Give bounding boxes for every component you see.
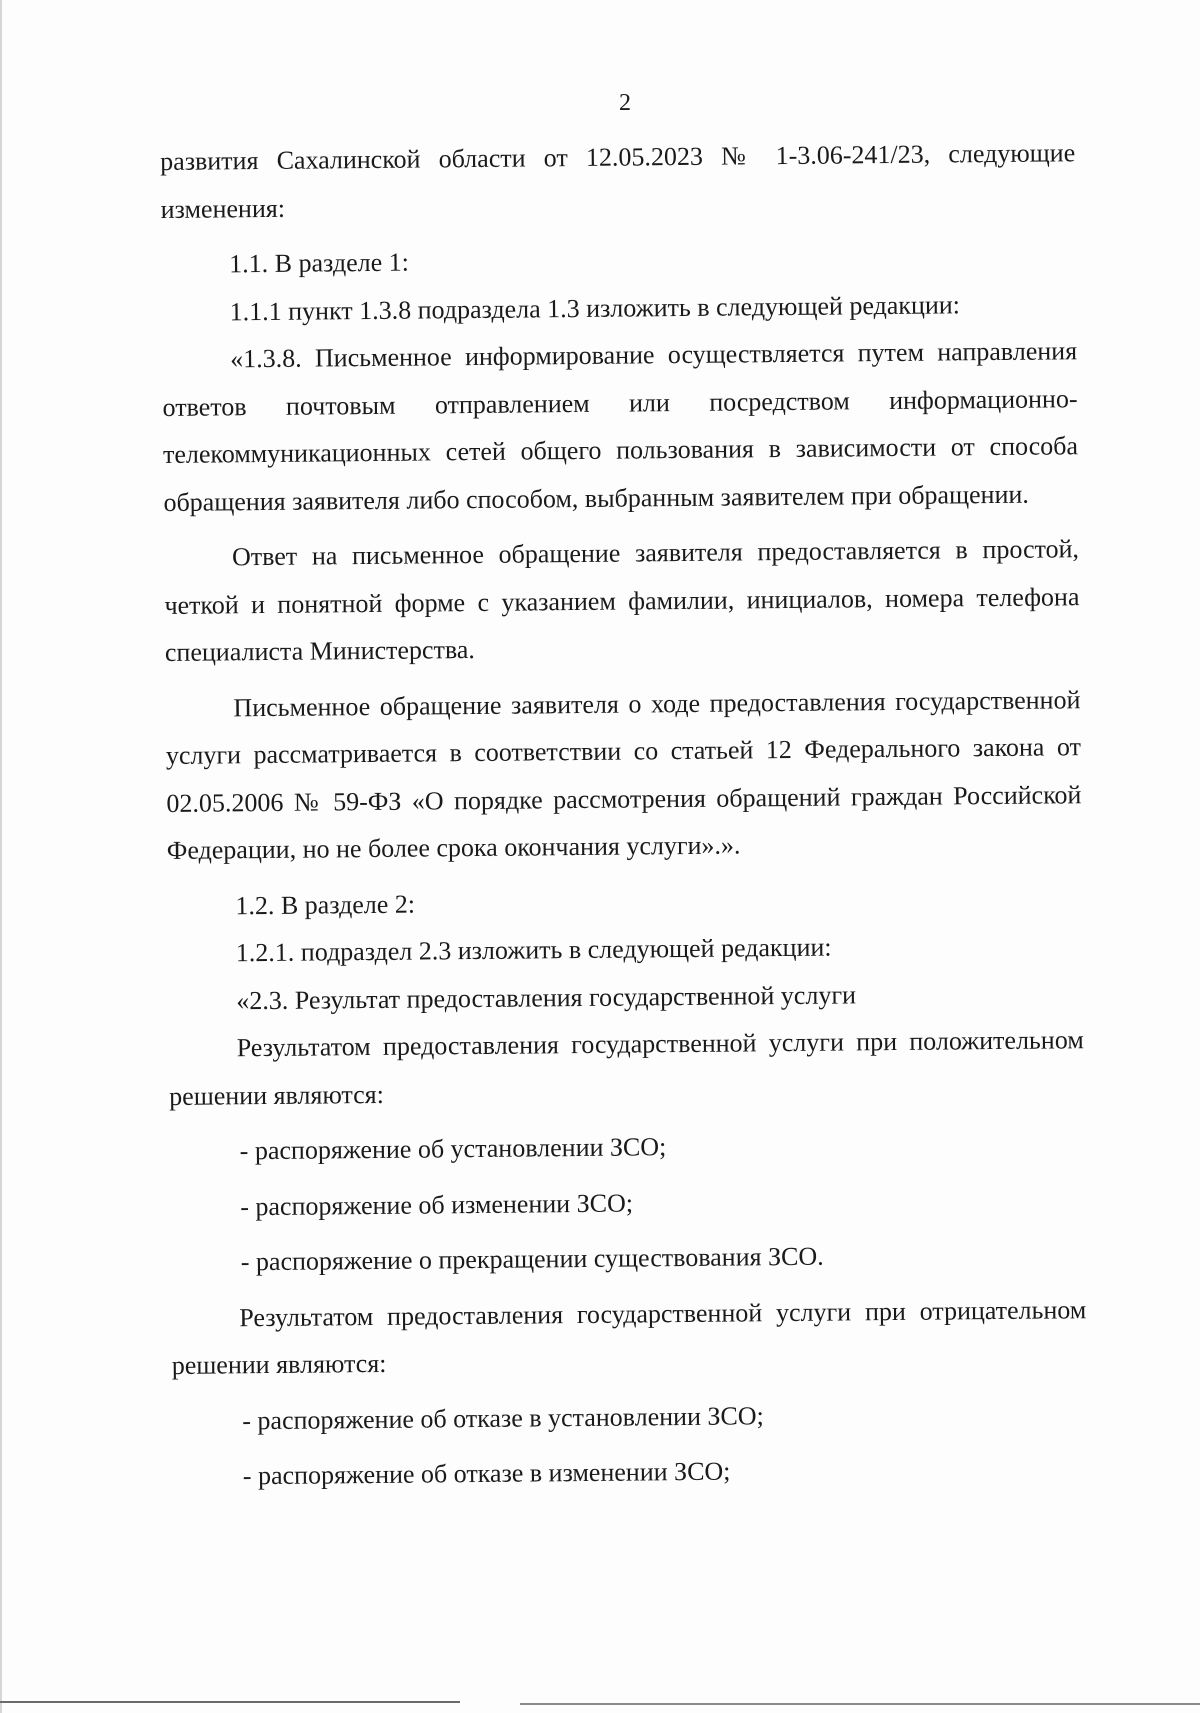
list-item: - распоряжение об отказе в изменении ЗСО; [242,1456,731,1491]
scan-edge-bottom-right [520,1703,1200,1705]
document-body [160,129,1088,1500]
paragraph-item-1-3-8: «1.3.8. Письменное информирование осуществляется путем направления ответов почтовым отправлением или посредством информационно-телекоммуникационных сетей общего пользования в зависимости от способа обращения заявителя либо способом, выбранным заявителем при обращении. [162,336,1079,517]
list-item: - распоряжение об изменении ЗСО; [240,1188,634,1221]
page-number: 2 [619,90,631,116]
paragraph-written-appeal: Письменное обращение заявителя о ходе предоставления государственной услуги рассматривается в соответствии со статьей 12 Федерального закона от 02.05.2006 № 59-ФЗ «О порядке рассмотрения обращений граждан Российской Федерации, но не более срока окончания услуги».». [165,684,1082,865]
paragraph-item-1-2-1: 1.2.1. подраздел 2.3 изложить в следующей редакции: [235,932,832,968]
list-item: - распоряжение об отказе в установлении ЗСО; [242,1400,764,1435]
paragraph-written-reply: Ответ на письменное обращение заявителя предоставляется в простой, четкой и понятной форме с указанием фамилии, инициалов, номера телефона специалиста Министерства. [164,534,1080,667]
paragraph-negative-result: Результатом предоставления государственной услуги при отрицательном решении являются: [171,1294,1087,1380]
paragraph-section-2-heading: 1.2. В разделе 2: [235,889,416,920]
scan-edge-bottom [0,1701,460,1703]
paragraph-section-1-heading: 1.1. В разделе 1: [229,247,410,279]
list-item: - распоряжение о прекращении существования ЗСО. [240,1241,824,1277]
paragraph-subsection-2-3: «2.3. Результат предоставления государственной услуги [236,979,857,1015]
paragraph-positive-result: Результатом предоставления государственной услуги при положительном решении являются: [169,1025,1084,1111]
list-item: - распоряжение об установлении ЗСО; [239,1132,667,1166]
paragraph-continuation: развития Сахалинской области от 12.05.2023 № 1-3.06-241/23, следующие изменения: [160,138,1076,224]
scan-edge-left [0,0,2,1713]
paragraph-item-1-1-1: 1.1.1 пункт 1.3.8 подраздела 1.3 изложить в следующей редакции: [229,289,961,326]
